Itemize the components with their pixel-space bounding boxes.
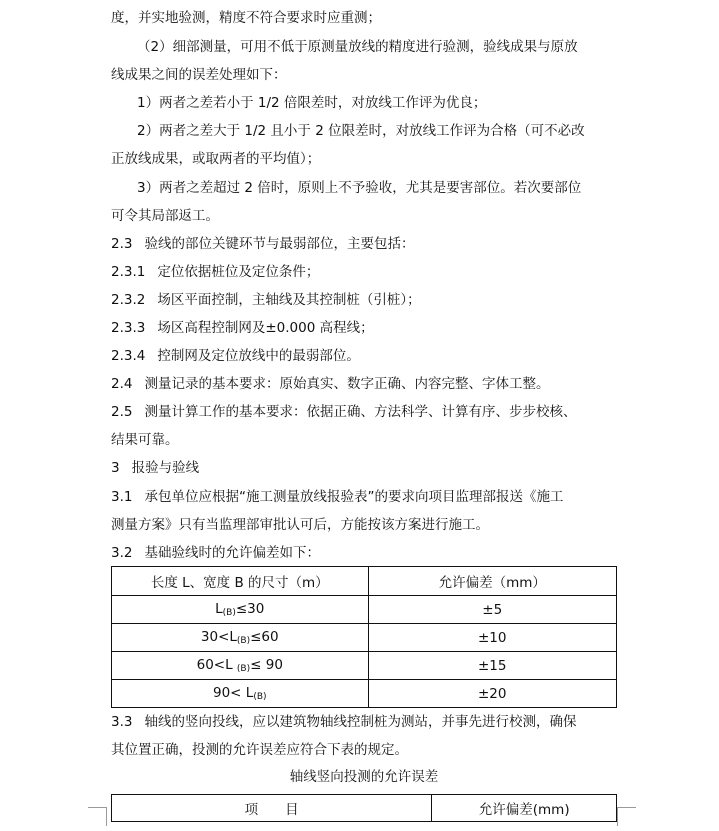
section-heading: 2.3 验线的部位关键环节与最弱部位，主要包括： (111, 236, 415, 252)
text-line: 其位置正确，投测的允许误差应符合下表的规定。 (111, 742, 408, 758)
page-corner-mark-right (617, 807, 636, 826)
page-corner-mark-left (88, 807, 107, 826)
table-header-row (112, 567, 617, 596)
chapter-heading: 3 报验与验线 (111, 460, 200, 476)
list-item: 2.3.4 控制网及定位放线中的最弱部位。 (111, 348, 360, 364)
table-caption: 轴线竖向投测的允许误差 (289, 769, 439, 785)
text-line: 可令其局部返工。 (111, 208, 219, 224)
text-line: （2）细部测量，可用不低于原测量放线的精度进行验测，验线成果与原放 (137, 39, 578, 55)
section-heading: 3.1 承包单位应根据“施工测量放线报验表”的要求向项目监理部报送《施工 (111, 489, 564, 505)
table-cell: ±5 (368, 596, 616, 624)
section-heading: 2.4 测量记录的基本要求：原始真实、数字正确、内容完整、字体工整。 (111, 376, 550, 392)
text-line: 2）两者之差大于 1/2 且小于 2 位限差时，对放线工作评为合格（可不必改 (137, 123, 585, 139)
text-line: 正放线成果，或取两者的平均值）； (111, 151, 321, 167)
text-line: 度，并实地验测，精度不符合要求时应重测； (111, 10, 381, 26)
list-item: 2.3.2 场区平面控制，主轴线及其控制桩（引桩）； (111, 292, 421, 308)
table-header-row (112, 795, 617, 822)
table-row (112, 680, 617, 708)
section-heading: 3.2 基础验线时的允许偏差如下： (111, 545, 320, 561)
section-heading: 3.3 轴线的竖向投线，应以建筑物轴线控制桩为测站，并事先进行校测，确保 (111, 714, 577, 730)
table-header-cell: 长度 L、宽度 B 的尺寸（m） (112, 567, 369, 596)
table-cell: ±15 (368, 652, 616, 680)
text-line: 测量方案》只有当监理部审批认可后，方能按该方案进行施工。 (111, 517, 489, 533)
table-row (112, 596, 617, 624)
section-heading: 2.5 测量计算工作的基本要求：依据正确、方法科学、计算有序、步步校核、 (111, 404, 577, 420)
text-line: 3）两者之差超过 2 倍时，原则上不予验收，尤其是要害部位。若次要部位 (137, 180, 582, 196)
text-line: 线成果之间的误差处理如下： (111, 67, 287, 83)
table-cell: $30<L_{(B)}\le 60$ (112, 624, 369, 652)
table-header-cell: 允许偏差(mm) (432, 795, 617, 822)
table-cell: ±10 (368, 624, 616, 652)
list-item: 2.3.1 定位依据桩位及定位条件； (111, 264, 320, 280)
table-row (112, 652, 617, 680)
text-line: 1）两者之差若小于 1/2 倍限差时，对放线工作评为优良； (137, 95, 487, 111)
vertical-projection-tolerance-table (111, 794, 617, 822)
table-header-cell: 允许偏差（mm） (368, 567, 616, 596)
table-cell: ±20 (368, 680, 616, 708)
table-cell: $L_{(B)}\le 30$ (112, 596, 369, 624)
foundation-tolerance-table (111, 566, 617, 708)
text-line: 结果可靠。 (111, 432, 179, 448)
table-row (112, 624, 617, 652)
list-item: 2.3.3 场区高程控制网及±0.000 高程线； (111, 320, 374, 336)
table-header-cell: 项 目 (112, 795, 432, 822)
table-cell: 60<L $_{(B)}$≤ 90 (112, 652, 369, 680)
table-cell: $90< L_{(B)}$ (112, 680, 369, 708)
